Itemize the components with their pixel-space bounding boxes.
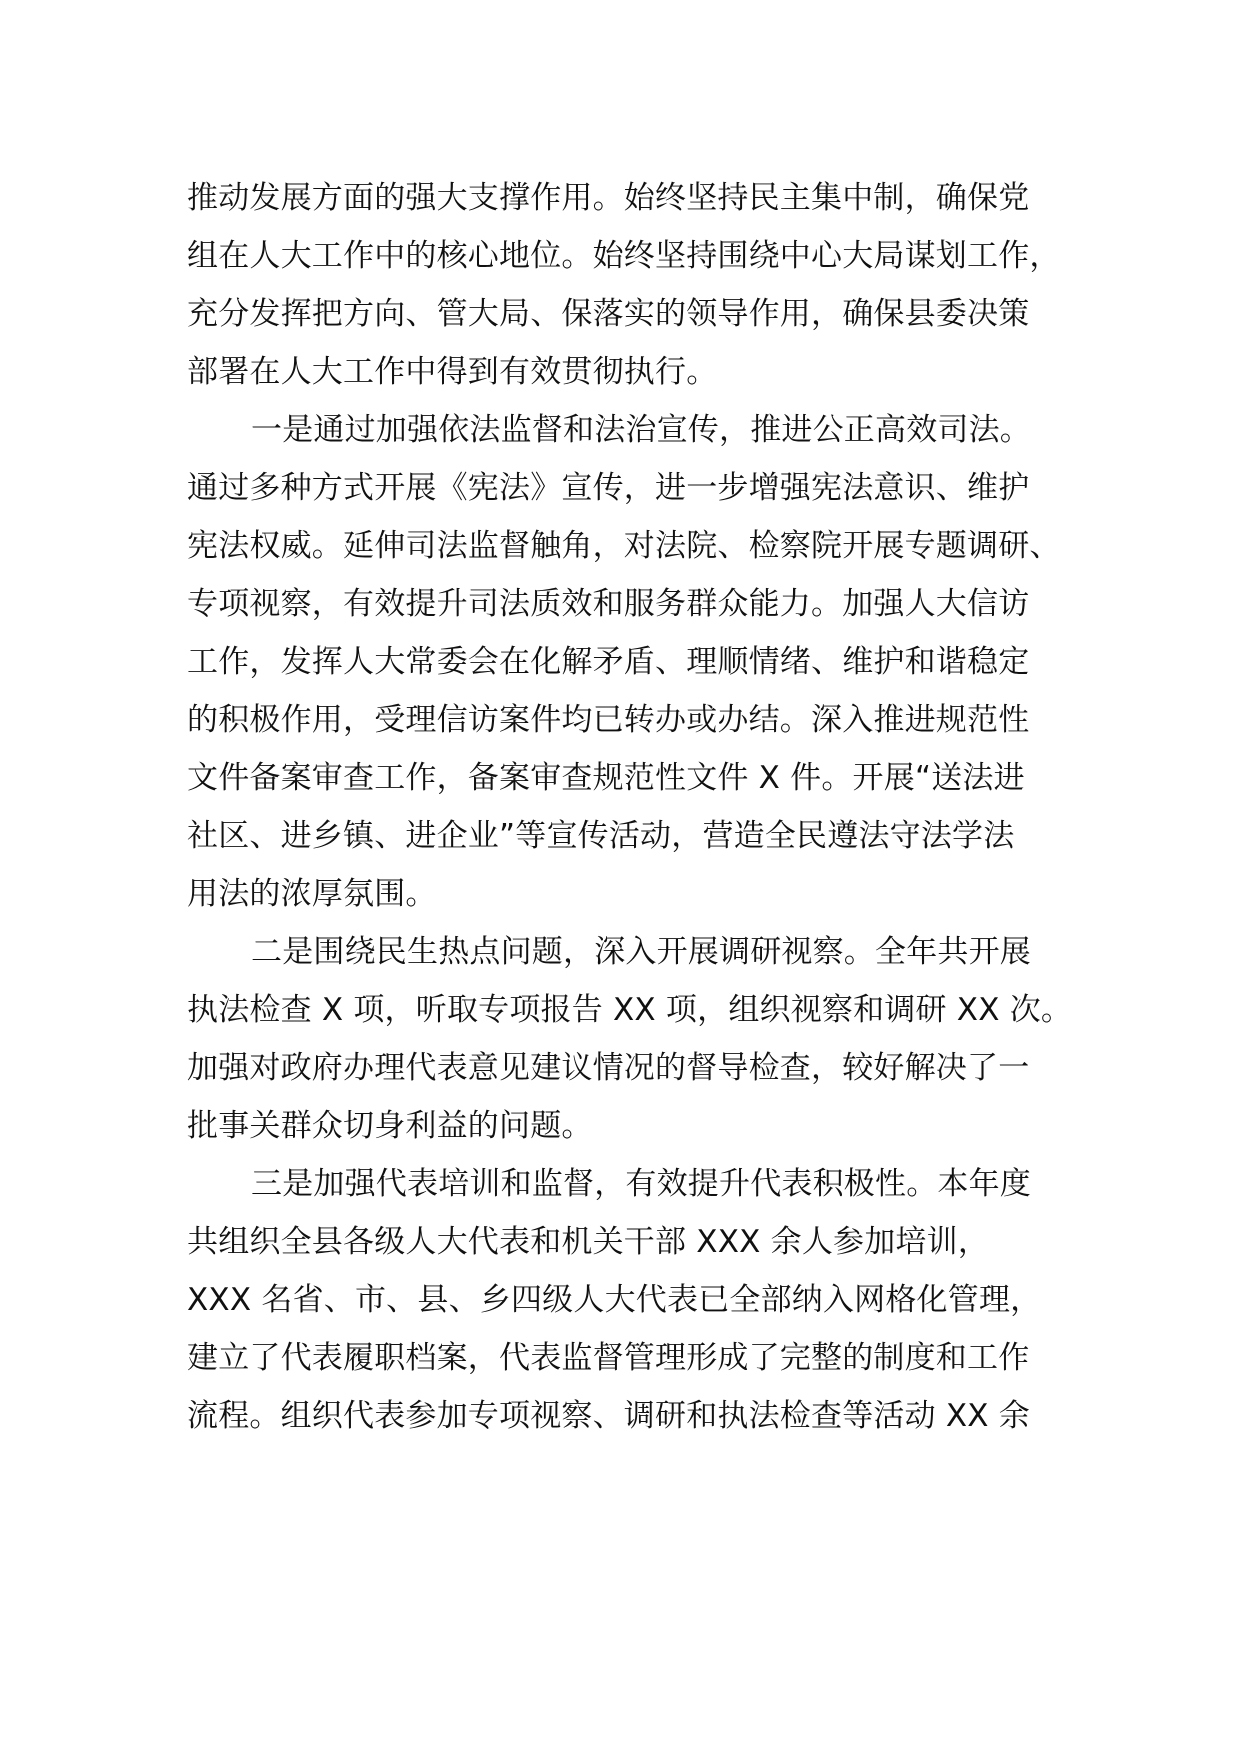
text-line: 流程。组织代表参加专项视察、调研和执法检查等活动 XX 余 [187,1398,1030,1434]
text-line: 加强对政府办理代表意见建议情况的督导检查，较好解决了一 [187,1050,1030,1086]
text-line: 社区、进乡镇、进企业”等宣传活动，营造全民遵法守法学法 [187,818,1015,854]
text-line: 组在人大工作中的核心地位。始终坚持围绕中心大局谋划工作， [187,238,1061,274]
text-line: 宪法权威。延伸司法监督触角，对法院、检察院开展专题调研、 [187,528,1061,564]
text-line: 共组织全县各级人大代表和机关干部 XXX 余人参加培训， [187,1224,990,1260]
text-line: 的积极作用，受理信访案件均已转办或办结。深入推进规范性 [187,702,1030,738]
paragraph-start-line: 三是加强代表培训和监督，有效提升代表积极性。本年度 [251,1166,1031,1202]
text-line: XXX 名省、市、县、乡四级人大代表已全部纳入网格化管理， [187,1282,1042,1318]
text-line: 批事关群众切身利益的问题。 [187,1108,593,1144]
paragraph-start-line: 一是通过加强依法监督和法治宣传，推进公正高效司法。 [251,412,1031,448]
text-line: 建立了代表履职档案，代表监督管理形成了完整的制度和工作 [187,1340,1030,1376]
paragraph-start-line: 二是围绕民生热点问题，深入开展调研视察。全年共开展 [251,934,1031,970]
text-line: 专项视察，有效提升司法质效和服务群众能力。加强人大信访 [187,586,1030,622]
text-line: 充分发挥把方向、管大局、保落实的领导作用，确保县委决策 [187,296,1030,332]
text-line: 文件备案审查工作，备案审查规范性文件 X 件。开展“送法进 [187,760,1025,796]
text-line: 推动发展方面的强大支撑作用。始终坚持民主集中制，确保党 [187,180,1030,216]
text-line: 部署在人大工作中得到有效贯彻执行。 [187,354,718,390]
text-line: 工作，发挥人大常委会在化解矛盾、理顺情绪、维护和谐稳定 [187,644,1030,680]
text-line: 执法检查 X 项，听取专项报告 XX 项，组织视察和调研 XX 次。 [187,992,1073,1028]
text-line: 通过多种方式开展《宪法》宣传，进一步增强宪法意识、维护 [187,470,1030,506]
text-line: 用法的浓厚氛围。 [187,876,437,912]
